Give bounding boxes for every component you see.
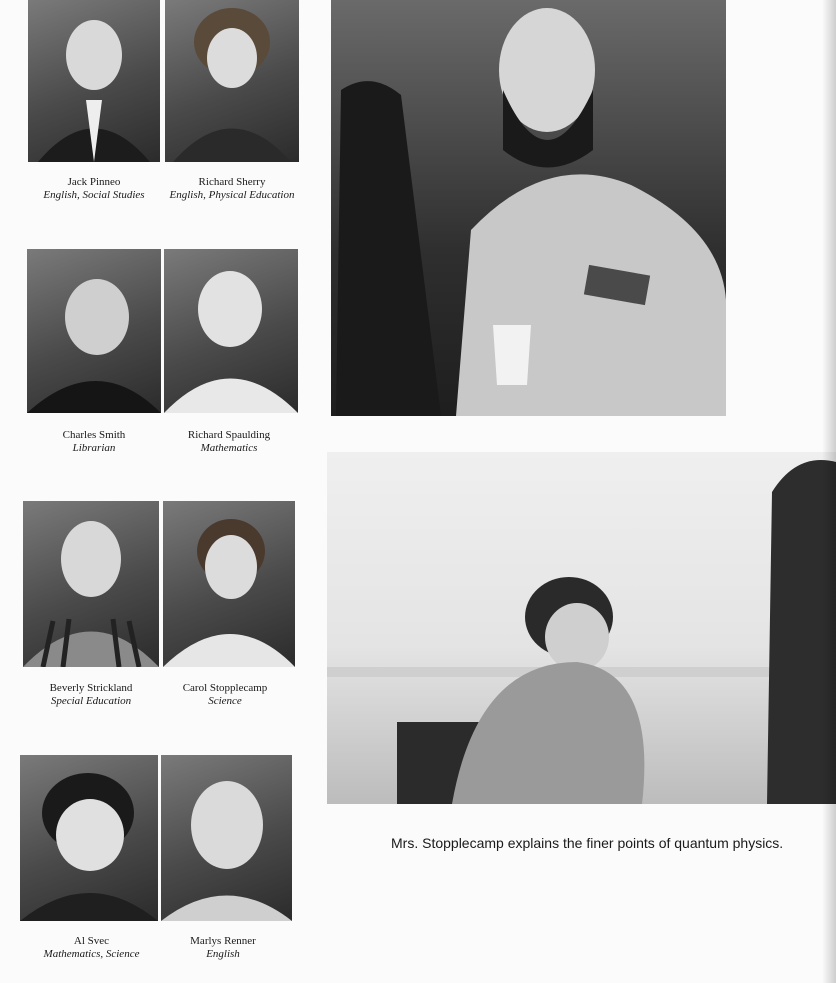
teacher-name: Richard Spaulding (187, 429, 271, 441)
portrait-photo (28, 0, 160, 162)
portrait-caption (159, 682, 291, 708)
portrait-photo (165, 0, 299, 162)
portrait-photo (27, 249, 161, 413)
portrait-caption (27, 429, 161, 455)
portrait-caption (20, 935, 163, 961)
portrait-photo (163, 501, 295, 667)
teacher-subject: English, Social Studies (43, 189, 145, 201)
portrait-caption (23, 682, 159, 708)
teacher-name: Beverly Strickland (49, 682, 133, 694)
feature-photo-gathering (331, 0, 726, 416)
teacher-name: Charles Smith (62, 429, 126, 441)
teacher-name: Al Svec (73, 935, 110, 947)
classroom-photo-caption: Mrs. Stopplecamp explains the finer points of quantum physics. (391, 835, 784, 851)
teacher-name: Jack Pinneo (67, 176, 121, 188)
portrait-photo (20, 755, 158, 921)
teacher-subject: Librarian (72, 442, 116, 454)
teacher-name: Richard Sherry (198, 176, 266, 188)
feature-photo-classroom (327, 452, 836, 804)
portrait-caption (160, 176, 304, 202)
portrait-caption (28, 176, 160, 202)
portrait-photo (164, 249, 298, 413)
teacher-subject: Special Education (50, 695, 132, 707)
page-edge-shadow (822, 0, 836, 983)
teacher-subject: English, Physical Education (169, 189, 295, 201)
portrait-caption (160, 429, 298, 455)
teacher-subject: Science (208, 695, 242, 707)
portrait-photo (161, 755, 292, 921)
teacher-subject: Mathematics (200, 442, 258, 454)
teacher-subject: Mathematics, Science (43, 948, 140, 960)
portrait-photo (23, 501, 159, 667)
teacher-name: Marlys Renner (190, 935, 256, 947)
teacher-name: Carol Stopplecamp (182, 682, 268, 694)
portrait-caption (161, 935, 285, 961)
teacher-subject: English (206, 948, 240, 960)
